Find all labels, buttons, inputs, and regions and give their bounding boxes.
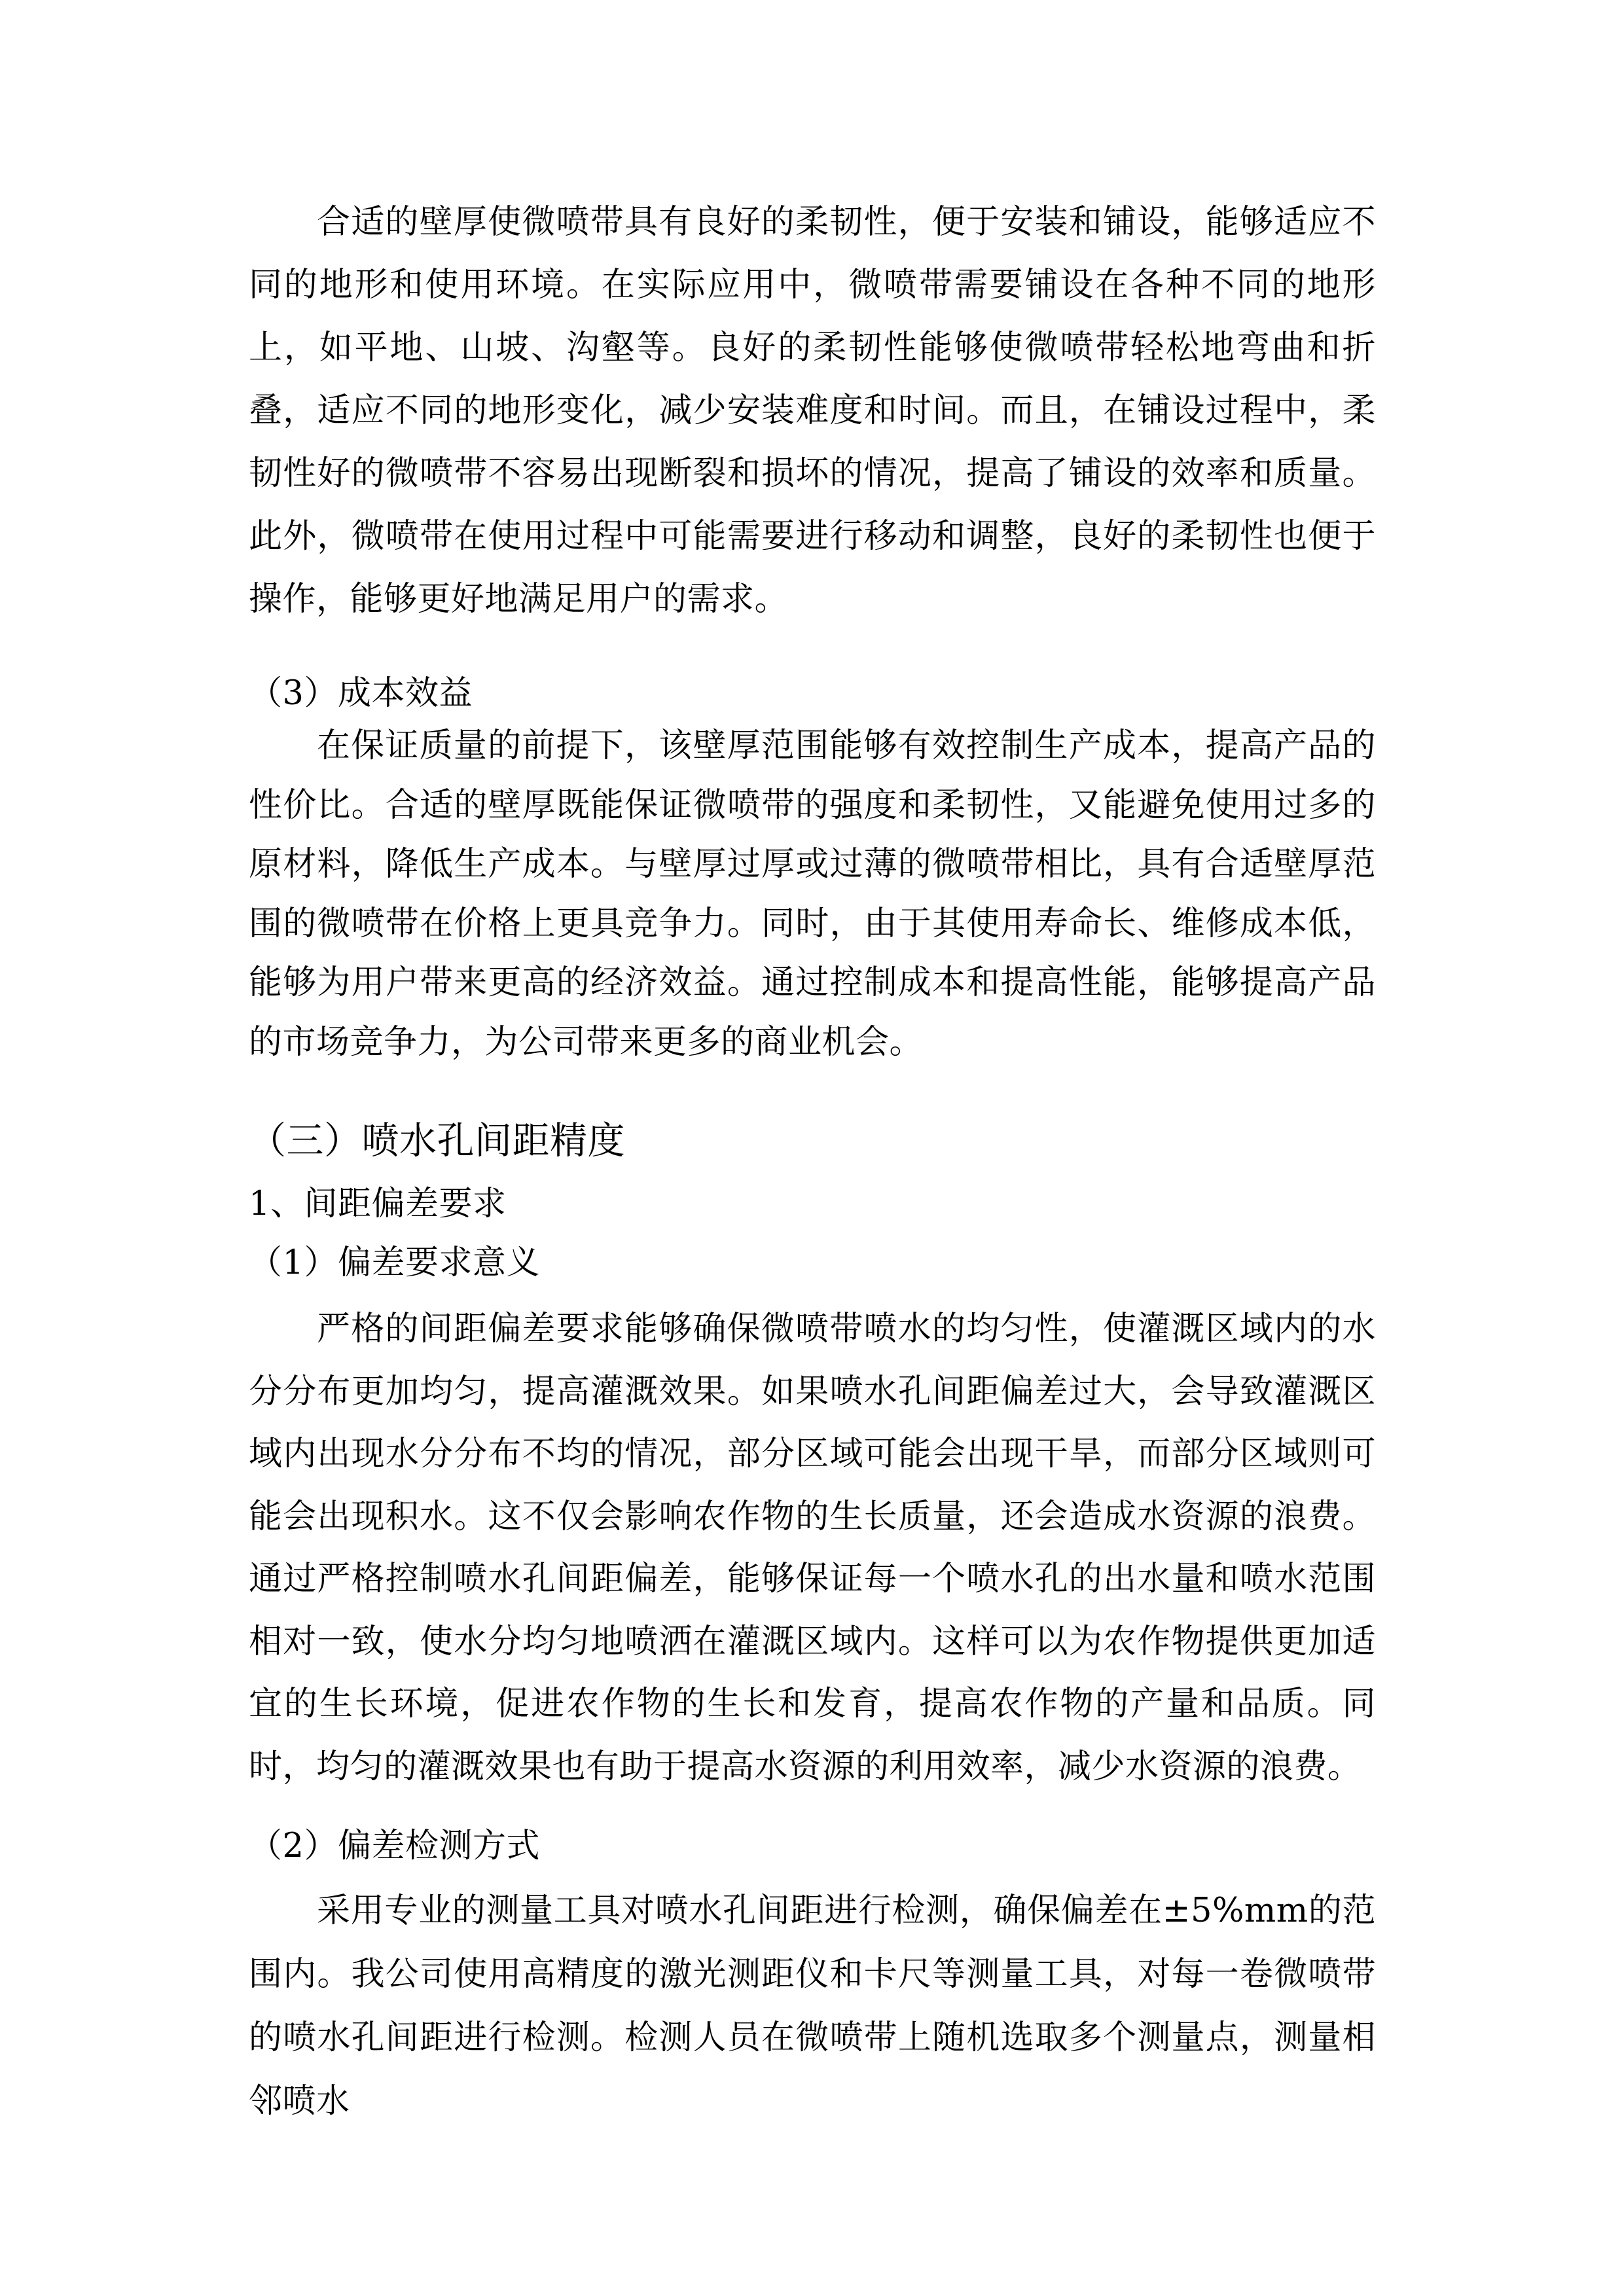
sub-heading-cost-benefit: （3）成本效益: [249, 674, 473, 713]
sub-heading-detection-method: （2）偏差检测方式: [249, 1827, 540, 1865]
item-heading-spacing-deviation-requirement: 1、间距偏差要求: [249, 1185, 507, 1223]
paragraph-detection-method: 采用专业的测量工具对喷水孔间距进行检测，确保偏差在±5%mm的范围内。我公司使用高精度的激光测距仪和卡尺等测量工具，对每一卷微喷带的喷水孔间距进行检测。检测人员在微喷带上随机选取多个测量点，测量相邻喷水: [249, 1892, 1376, 2121]
sub-heading-deviation-meaning: （1）偏差要求意义: [249, 1244, 540, 1282]
paragraph-deviation-meaning: 严格的间距偏差要求能够确保微喷带喷水的均匀性，使灌溉区域内的水分分布更加均匀，提高灌溉效果。如果喷水孔间距偏差过大，会导致灌溉区域内出现水分分布不均的情况，部分区域可能会出现干旱，而部分区域则可能会出现积水。这不仅会影响农作物的生长质量，还会造成水资源的浪费。通过严格控制喷水孔间距偏差，能够保证每一个喷水孔的出水量和喷水范围相对一致，使水分均匀地喷洒在灌溉区域内。这样可以为农作物提供更加适宜的生长环境，促进农作物的生长和发育，提高农作物的产量和品质。同时，均匀的灌溉效果也有助于提高水资源的利用效率，减少水资源的浪费。: [249, 1310, 1376, 1786]
paragraph-cost-benefit: 在保证质量的前提下，该壁厚范围能够有效控制生产成本，提高产品的性价比。合适的壁厚既能保证微喷带的强度和柔韧性，又能避免使用过多的原材料，降低生产成本。与壁厚过厚或过薄的微喷带相比，具有合适壁厚范围的微喷带在价格上更具竞争力。同时，由于其使用寿命长、维修成本低，能够为用户带来更高的经济效益。通过控制成本和提高性能，能够提高产品的市场竞争力，为公司带来更多的商业机会。: [249, 726, 1376, 1062]
paragraph-flexibility: 合适的壁厚使微喷带具有良好的柔韧性，便于安装和铺设，能够适应不同的地形和使用环境。在实际应用中，微喷带需要铺设在各种不同的地形上，如平地、山坡、沟壑等。良好的柔韧性能够使微喷带轻松地弯曲和折叠，适应不同的地形变化，减少安装难度和时间。而且，在铺设过程中，柔韧性好的微喷带不容易出现断裂和损坏的情况，提高了铺设的效率和质量。此外，微喷带在使用过程中可能需要进行移动和调整，良好的柔韧性也便于操作，能够更好地满足用户的需求。: [249, 203, 1376, 619]
section-heading-nozzle-spacing-precision: （三）喷水孔间距精度: [249, 1119, 625, 1162]
